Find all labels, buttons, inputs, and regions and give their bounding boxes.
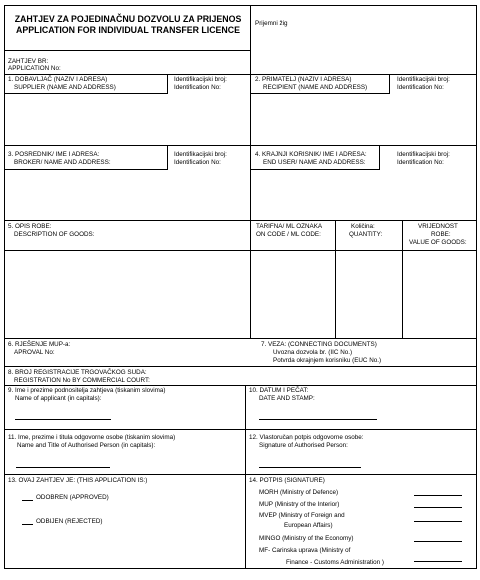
connecting-euc-label: Potvrda okrajnjem korisniku (EUC No.) — [273, 357, 382, 364]
supplier-label-hr: 1. DOBAVLJAČ (NAZIV I ADRESA) — [8, 76, 108, 83]
application-no-label-en: APPLICATION No: — [8, 65, 61, 72]
end-user-label-en: END USER/ NAME AND ADDRESS: — [263, 159, 366, 166]
recipient-label-en: RECIPIENT (NAME AND ADDRESS) — [263, 84, 368, 91]
broker-label-hr: 3. POSREDNIK/ IME I ADRESA: — [8, 151, 100, 158]
registration-label-hr: 8. BROJ REGISTRACIJE TRGOVAČKOG SUDA: — [8, 369, 147, 376]
quantity-label-en: QUANTITY: — [349, 231, 383, 238]
signature-morh-label: MORH (Ministry of Defence) — [259, 489, 339, 496]
registration-label-en: REGISTRATION No BY COMMERCIAL COURT: — [14, 377, 150, 384]
signature-mup-label: MUP (Ministry of the Interior) — [259, 501, 340, 508]
signature-mingo-label: MINGO (Ministry of the Economy) — [259, 535, 354, 542]
section-line-6 — [4, 385, 477, 386]
date-stamp-label-en: DATE AND STAMP: — [259, 395, 315, 402]
end-user-label-hr: 4. KRAJNJI KORISNIK/ IME I ADRESA: — [255, 151, 367, 158]
approval-label-en: APROVAL No: — [14, 349, 55, 356]
section-line-7 — [4, 429, 477, 430]
date-stamp-label-hr: 10. DATUM I PEČAT: — [249, 387, 309, 394]
authorised-person-label-en: Name and Title of Authorised Person (in capitals): — [17, 442, 156, 449]
signatures-label: 14. POTPIS (SIGNATURE) — [249, 477, 325, 484]
goods-header-line — [4, 250, 477, 251]
connecting-documents-label: 7. VEZA: (CONNECTING DOCUMENTS) — [261, 341, 377, 348]
recipient-id-label-en: Identification No: — [397, 84, 444, 91]
frame-right — [476, 5, 477, 569]
title-english: APPLICATION FOR INDIVIDUAL TRANSFER LICENCE — [16, 25, 240, 35]
stamp-label: Prijemni žig — [255, 20, 288, 27]
tariff-code-label-hr: TARIFNA/ ML OZNAKA — [256, 223, 323, 230]
signature-mf-line[interactable] — [414, 561, 462, 562]
lower-divider — [245, 385, 246, 568]
recipient-label-hr: 2. PRIMATELJ (NAZIV I ADRESA) — [255, 76, 352, 83]
approved-option: ODOBREN (APPROVED) — [36, 494, 109, 501]
value-label-en: VALUE OF GOODS: — [409, 239, 467, 246]
broker-id-label-en: Identification No: — [174, 159, 221, 166]
application-no-label-hr: ZAHTJEV BR: — [8, 58, 49, 65]
supplier-label-en: SUPPLIER (NAME AND ADDRESS) — [14, 84, 116, 91]
recipient-id-label-hr: Identifikacijski broj: — [397, 76, 450, 83]
value-label-line1: VRIJEDNOST — [418, 223, 458, 230]
section-line-4 — [4, 338, 477, 339]
approved-mark-line[interactable] — [22, 500, 33, 501]
rejected-mark-line[interactable] — [22, 524, 33, 525]
title-croatian: ZAHTJEV ZA POJEDINAČNU DOZVOLU ZA PRIJENOS — [14, 14, 242, 24]
goods-description-label-hr: 5. OPIS ROBE: — [8, 223, 52, 230]
value-label-line2: ROBE: — [431, 231, 451, 238]
frame-top — [4, 5, 477, 6]
end-user-id-label-en: Identification No: — [397, 159, 444, 166]
goods-col-divider-1 — [250, 220, 251, 338]
signature-mf-label-2: Finance - Customs Administration ) — [286, 559, 384, 566]
frame-bottom — [4, 568, 477, 569]
rejected-option: ODBIJEN (REJECTED) — [36, 518, 103, 525]
decision-label: 13. OVAJ ZAHTJEV JE: (THIS APPLICATION IS:) — [8, 477, 148, 484]
supplier-id-label-hr: Identifikacijski broj: — [174, 76, 227, 83]
signature-person-line[interactable] — [259, 467, 361, 468]
applicant-label-hr: 9. Ime i prezime podnositelja zahtjeva (tiskanim slovima) — [8, 387, 166, 394]
authorised-person-label-hr: 11. Ime, prezime i titula odgovorne osobe (tiskanim slovima) — [8, 434, 176, 441]
section-line-3 — [4, 220, 477, 221]
signature-mvep-label-1: MVEP (Ministry of Foreign and — [259, 512, 345, 519]
goods-col-divider-3 — [402, 220, 403, 338]
signature-mingo-line[interactable] — [414, 541, 462, 542]
applicant-name-line[interactable] — [15, 419, 111, 420]
broker-label-en: BROKER/ NAME AND ADDRESS: — [14, 159, 111, 166]
signature-morh-line[interactable] — [414, 495, 462, 496]
goods-col-divider-2 — [335, 220, 336, 338]
applicant-label-en: Name of applicant (in capitals): — [15, 395, 102, 402]
title-bottom-line — [4, 50, 250, 51]
section-line-5 — [4, 366, 477, 367]
authorised-person-line[interactable] — [16, 467, 110, 468]
section-line-8 — [4, 474, 477, 475]
connecting-iic-label: Uvozna dozvola br. (IIC No.) — [273, 349, 353, 356]
supplier-id-label-en: Identification No: — [174, 84, 221, 91]
signature-mf-label-1: MF- Carinska uprava (Ministry of — [259, 547, 351, 554]
signature-mvep-label-2: European Affairs) — [284, 522, 333, 529]
broker-id-label-hr: Identifikacijski broj: — [174, 151, 227, 158]
signature-mup-line[interactable] — [414, 507, 462, 508]
signature-person-label-en: Signature of Authorised Person: — [259, 442, 348, 449]
end-user-id-label-hr: Identifikacijski broj: — [397, 151, 450, 158]
tariff-code-label-en: ON CODE / ML CODE: — [256, 231, 321, 238]
goods-description-label-en: DESCRIPTION OF GOODS: — [14, 231, 95, 238]
approval-label-hr: 6. RJEŠENJE MUP-a: — [8, 341, 71, 348]
form-title — [8, 14, 248, 36]
signature-mvep-line[interactable] — [414, 521, 462, 522]
quantity-label-hr: Količina: — [351, 223, 375, 230]
date-stamp-line[interactable] — [259, 419, 377, 420]
signature-person-label-hr: 12. Vlastoručan potpis odgovorne osobe: — [249, 434, 364, 441]
